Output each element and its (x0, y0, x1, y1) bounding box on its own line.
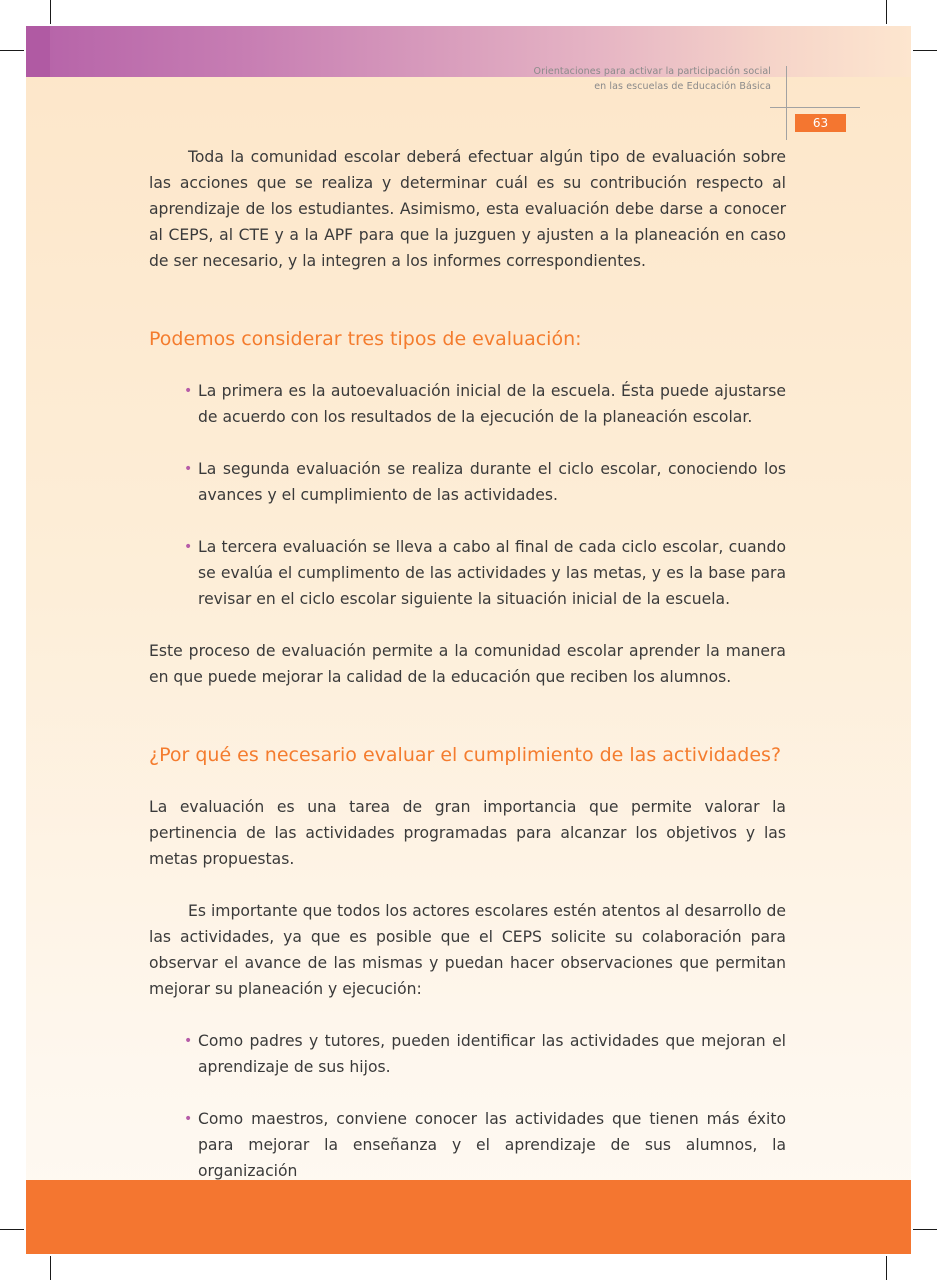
list-item-text: La tercera evaluación se lleva a cabo al final de cada ciclo escolar, cuando se evalúa el cumplimento de las actividades y las metas, y es la base para revisar en el ciclo escolar siguiente la situación inicial de la escuela. (198, 538, 786, 608)
list-item (184, 456, 786, 508)
header-rule-vertical (786, 66, 787, 140)
crop-mark (886, 1256, 887, 1280)
bullet-dot: • (184, 383, 193, 399)
bullet-dot: • (184, 461, 193, 477)
crop-mark (913, 50, 937, 51)
paragraph: Toda la comunidad escolar deberá efectuar algún tipo de evaluación sobre las acciones que se realiza y determinar cuál es su contribución respecto al aprendizaje de los estudiantes. Asimismo, esta evaluación debe darse a conocer al CEPS, al CTE y a la APF para que la juzguen y ajusten a la planeación en caso de ser necesario, y la integren a los informes correspondientes. (149, 148, 786, 270)
footer-color-band (26, 1180, 911, 1254)
bullet-dot: • (184, 1033, 193, 1049)
bullet-dot: • (184, 1111, 193, 1127)
crop-mark (50, 1256, 51, 1280)
crop-mark (886, 0, 887, 24)
paragraph: Es importante que todos los actores escolares estén atentos al desarrollo de las actividades, ya que es posible que el CEPS solicite su colaboración para observar el avance de las mismas y puedan hacer observaciones que permitan mejorar su planeación y ejecución: (149, 902, 786, 998)
running-header (371, 64, 771, 94)
section-heading: Podemos considerar tres tipos de evaluación: (149, 328, 582, 350)
page-number: 63 (795, 114, 846, 132)
crop-mark (50, 0, 51, 24)
list-item (184, 534, 786, 612)
crop-mark (0, 1229, 24, 1230)
running-header-line-1: Orientaciones para activar la participación social (533, 66, 771, 77)
running-header-line-2: en las escuelas de Educación Básica (594, 81, 771, 92)
crop-mark (913, 1229, 937, 1230)
body-text (149, 144, 786, 1184)
list-item-text: Como maestros, conviene conocer las actividades que tienen más éxito para mejorar la enseñanza y el aprendizaje de sus alumnos, la organización (198, 1110, 786, 1180)
list-item (184, 1106, 786, 1184)
list-item (184, 378, 786, 430)
list-item-text: La segunda evaluación se realiza durante el ciclo escolar, conociendo los avances y el cumplimiento de las actividades. (198, 460, 786, 504)
header-band-edge (26, 26, 50, 77)
list-item-text: Como padres y tutores, pueden identificar las actividades que mejoran el aprendizaje de sus hijos. (198, 1032, 786, 1076)
bullet-list (149, 378, 786, 612)
paragraph: Este proceso de evaluación permite a la comunidad escolar aprender la manera en que puede mejorar la calidad de la educación que reciben los alumnos. (149, 642, 786, 686)
paragraph: La evaluación es una tarea de gran importancia que permite valorar la pertinencia de las actividades programadas para alcanzar los objetivos y las metas propuestas. (149, 798, 786, 868)
crop-mark (0, 50, 24, 51)
list-item-text: La primera es la autoevaluación inicial de la escuela. Ésta puede ajustarse de acuerdo con los resultados de la ejecución de la planeación escolar. (198, 382, 786, 426)
bullet-list (149, 1028, 786, 1184)
bullet-dot: • (184, 539, 193, 555)
header-rule-horizontal (770, 107, 860, 108)
list-item (184, 1028, 786, 1080)
section-heading: ¿Por qué es necesario evaluar el cumplimiento de las actividades? (149, 744, 782, 766)
